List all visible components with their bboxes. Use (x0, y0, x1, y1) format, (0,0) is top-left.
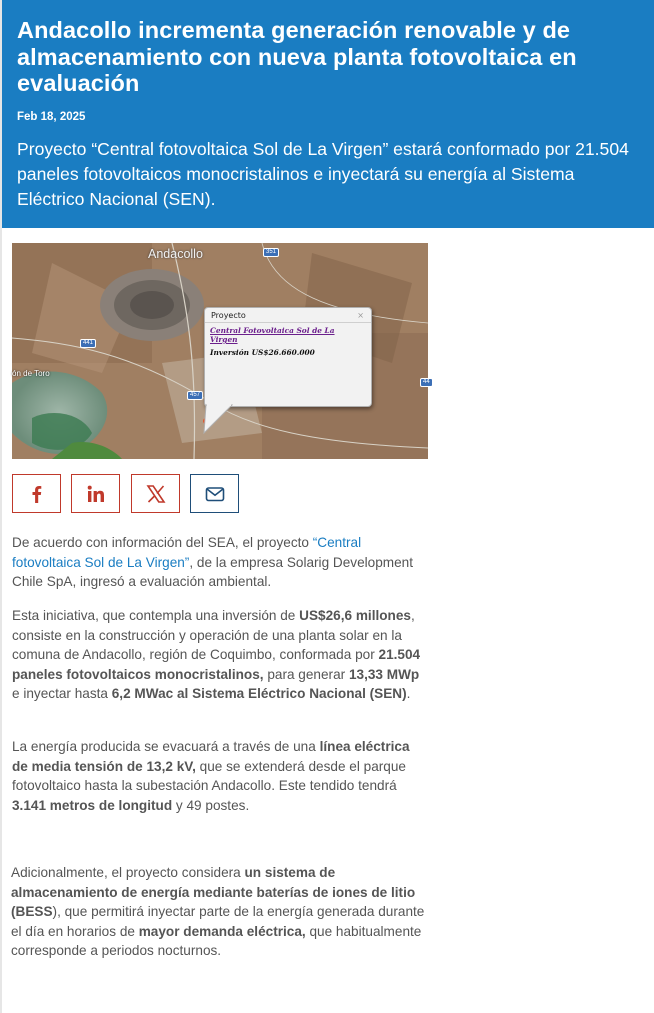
share-email-button[interactable] (190, 474, 239, 513)
paragraph-text: que habitualmente corresponde a periodos nocturnos. (11, 923, 422, 958)
emphasis-text: línea eléctrica de media tensión de 13,2 kV, (12, 739, 410, 774)
road-label: 351 (263, 248, 279, 257)
road-label: 457 (187, 391, 203, 400)
paragraph-text: e inyectar hasta (12, 686, 112, 701)
road-label: 441 (80, 339, 96, 348)
article-title: Andacollo incrementa generación renovable y de almacenamiento con nueva planta fotovoltaica en evaluación (17, 17, 577, 96)
emphasis-text: 21.504 paneles fotovoltaicos monocristalinos, (12, 647, 421, 682)
paragraph-text: y 49 postes. (172, 797, 250, 813)
paragraph-text: que se extenderá desde el parque fotovoltaico hasta la subestación Andacollo. Este tendido tendrá (12, 758, 406, 793)
satellite-map-image (12, 243, 428, 459)
road-label: 44 (420, 378, 433, 387)
mail-icon (205, 484, 225, 504)
paragraph-text: . (406, 686, 411, 701)
paragraph-text: Esta iniciativa, que contempla una inversión de (12, 608, 300, 623)
popup-divider (205, 322, 371, 323)
paragraph-text: ), que permitirá inyectar parte de la energía generada durante el día en horarios de (11, 904, 425, 939)
linkedin-icon (86, 484, 106, 504)
popup-project-link: Central Fotovoltaica Sol de La Virgen (210, 326, 335, 344)
map-city-label: Andacollo (148, 247, 203, 261)
popup-close-icon: × (357, 311, 364, 320)
paragraph-text: para generar (263, 666, 349, 682)
article-header (2, 0, 654, 228)
paragraph-text: , de la empresa Solarig Development Chile SpA, ingresó a evaluación ambiental. (12, 554, 414, 589)
paragraph-text: De acuerdo con información del SEA, el proyecto (12, 535, 313, 550)
popup-investment: Inversión US$26.660.000 (210, 348, 315, 357)
paragraph-intro (12, 533, 426, 592)
paragraph-text: , consiste en la construcción y operación de una planta solar en la comuna de Andacollo, región de Coquimbo, conformada por (12, 608, 415, 662)
emphasis-text: mayor demanda eléctrica, (138, 923, 306, 939)
facebook-icon (27, 484, 47, 504)
paragraph-text: La energía producida se evacuará a través de una (12, 739, 320, 754)
paragraph-transmission (12, 737, 426, 815)
emphasis-text: 3.141 metros de longitud (12, 797, 173, 813)
article-date: Feb 18, 2025 (17, 110, 86, 123)
x-icon (146, 484, 166, 504)
share-facebook-button[interactable] (12, 474, 61, 513)
popup-title: Proyecto (211, 311, 246, 320)
map-town-label: ón de Toro (12, 369, 50, 378)
emphasis-text: US$26,6 millones (299, 608, 411, 623)
emphasis-text: 13,33 MWp (348, 666, 420, 682)
share-x-button[interactable] (131, 474, 180, 513)
popup-pointer (202, 405, 242, 435)
emphasis-text: 6,2 MWac al Sistema Eléctrico Nacional (SEN) (111, 686, 407, 701)
article-subtitle: Proyecto “Central fotovoltaica Sol de La Virgen” estará conformado por 21.504 paneles fotovoltaicos monocristalinos e inyectará su energía al Sistema Eléctrico Nacional (SEN). (17, 138, 629, 209)
share-linkedin-button[interactable] (71, 474, 120, 513)
paragraph-storage (11, 863, 425, 961)
paragraph-text: Adicionalmente, el proyecto considera (11, 865, 245, 880)
project-link[interactable]: “Central fotovoltaica Sol de La Virgen” (12, 535, 362, 570)
emphasis-text: un sistema de almacenamiento de energía mediante baterías de iones de litio (BESS (11, 865, 416, 919)
map-info-popup (204, 307, 372, 407)
paragraph-investment (12, 606, 426, 704)
